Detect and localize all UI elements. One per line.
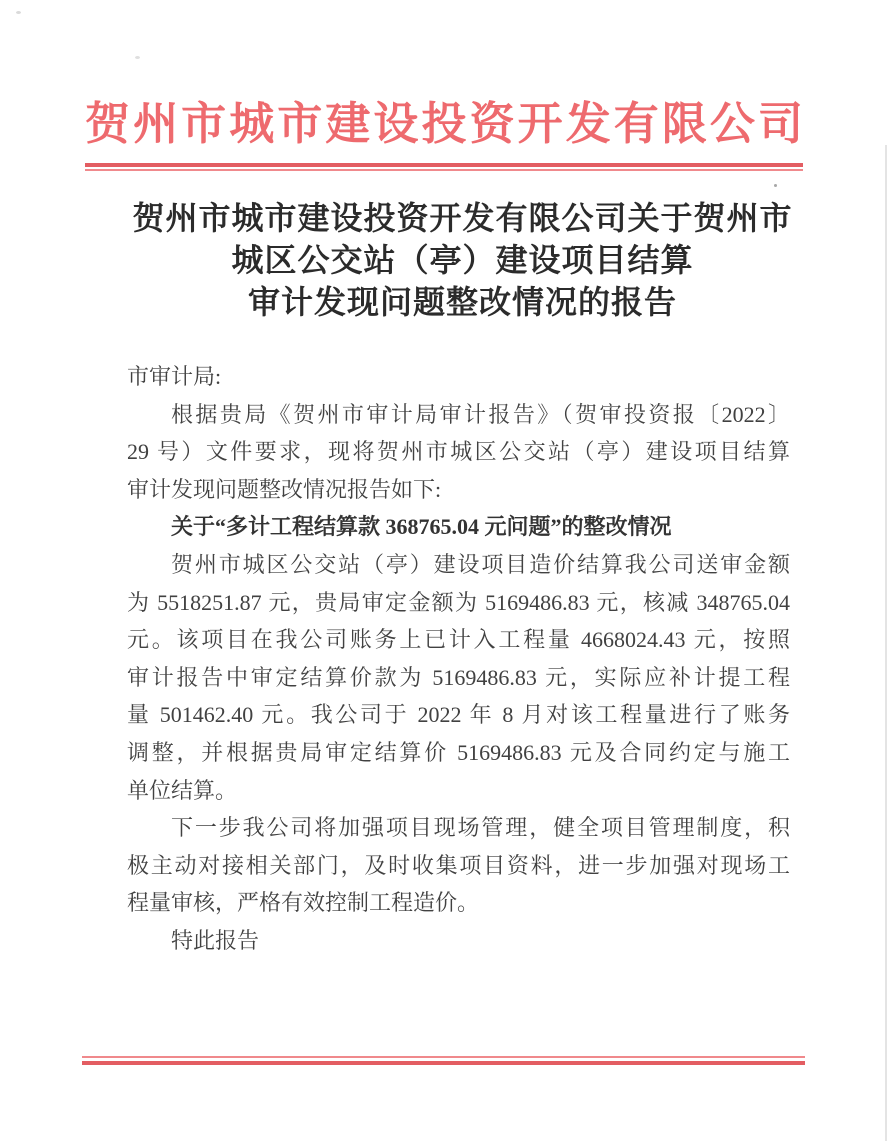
scan-speck bbox=[16, 11, 21, 14]
letterhead-company-name: 贺州市城市建设投资开发有限公司 bbox=[85, 99, 803, 149]
footer-rule bbox=[82, 1056, 805, 1065]
body-line: 元。该项目在我公司账务上已计入工程量 4668024.43 元，按照 bbox=[127, 627, 790, 653]
body-line: 极主动对接相关部门，及时收集项目资料，进一步加强对现场工 bbox=[127, 852, 790, 878]
header-rule bbox=[85, 163, 803, 171]
body-line: 审计报告中审定结算价款为 5169486.83 元，实际应补计提工程 bbox=[127, 664, 790, 690]
body-line: 29 号）文件要求，现将贺州市城区公交站（亭）建设项目结算 bbox=[127, 439, 790, 465]
scan-speck bbox=[135, 56, 140, 59]
header-rule-thin bbox=[85, 169, 803, 171]
closing-line: 特此报告 bbox=[171, 927, 260, 953]
section-heading: 关于“多计工程结算款 368765.04 元问题”的整改情况 bbox=[171, 514, 672, 540]
body-line: 根据贵局《贺州市审计局审计报告》（贺审投资报〔2022〕 bbox=[171, 401, 790, 427]
document-title-line-2: 城区公交站（亭）建设项目结算 bbox=[231, 242, 694, 278]
body-line: 调整，并根据贵局审定结算价 5169486.83 元及合同约定与施工 bbox=[127, 739, 790, 765]
document-title bbox=[30, 197, 895, 323]
body-line: 量 501462.40 元。我公司于 2022 年 8 月对该工程量进行了账务 bbox=[127, 702, 790, 728]
report-body bbox=[127, 358, 790, 960]
body-line: 贺州市城区公交站（亭）建设项目造价结算我公司送审金额 bbox=[171, 551, 790, 577]
body-line: 单位结算。 bbox=[127, 777, 238, 803]
body-line: 程量审核，严格有效控制工程造价。 bbox=[127, 890, 480, 916]
footer-rule-thick bbox=[82, 1061, 805, 1065]
header-rule-thick bbox=[85, 163, 803, 167]
footer-rule-thin bbox=[82, 1056, 805, 1058]
page-scan-edge-shadow bbox=[885, 145, 887, 1141]
salutation: 市审计局: bbox=[127, 364, 222, 389]
body-line: 审计发现问题整改情况报告如下: bbox=[127, 476, 442, 502]
scan-speck bbox=[774, 184, 777, 187]
body-line: 为 5518251.87 元，贵局审定金额为 5169486.83 元，核减 348765.04 bbox=[127, 589, 790, 615]
document-title-line-1: 贺州市城市建设投资开发有限公司关于贺州市 bbox=[132, 200, 793, 236]
body-line: 下一步我公司将加强项目现场管理，健全项目管理制度，积 bbox=[171, 815, 790, 841]
document-title-line-3: 审计发现问题整改情况的报告 bbox=[247, 284, 677, 320]
